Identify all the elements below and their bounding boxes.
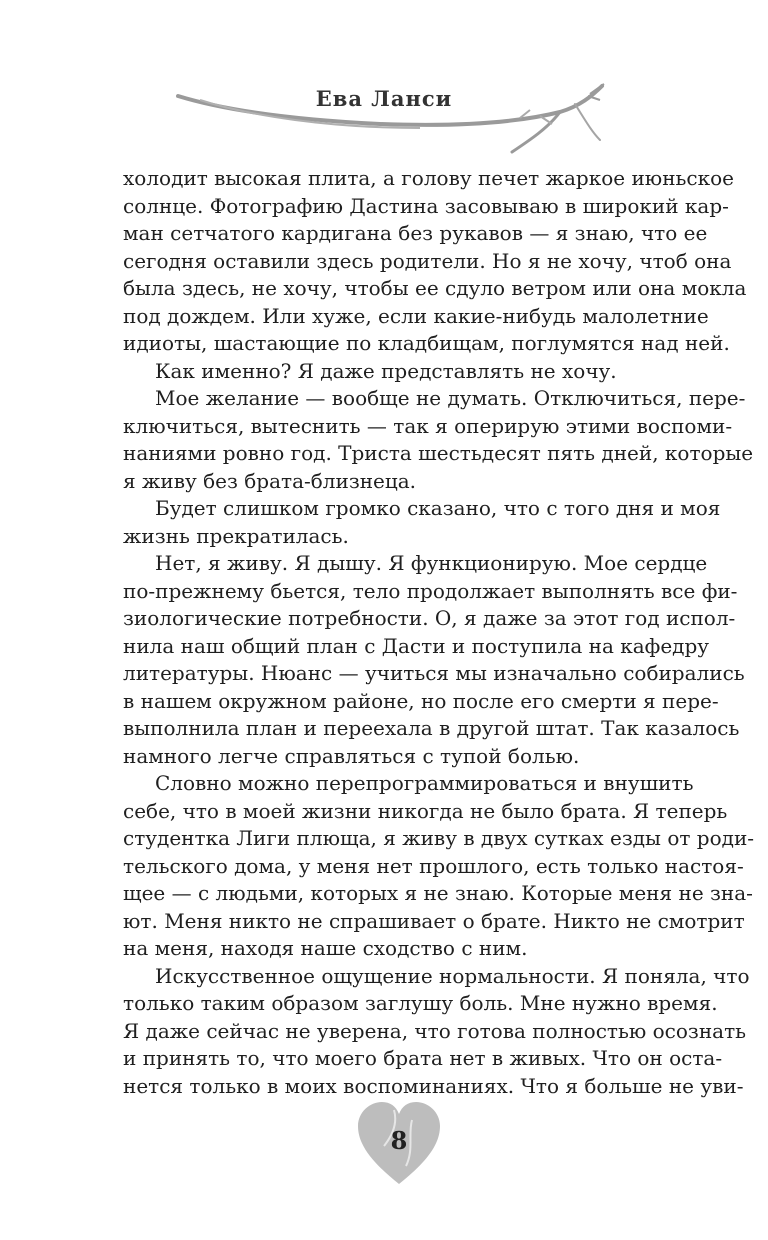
page-footer [354, 1100, 444, 1188]
text-line: студентка Лиги плюща, я живу в двух сутках езды от роди- [123, 826, 755, 850]
text-line: себе, что в моей жизни никогда не было брата. Я теперь [123, 798, 728, 823]
text-line: выполнила план и переехала в другой штат. Так казалось [123, 716, 740, 740]
text-line: холодит высокая плита, а голову печет жаркое июньское [123, 166, 734, 190]
text-line: сегодня оставили здесь родители. Но я не хочу, чтоб она [123, 248, 732, 273]
author-name: Ева Ланси [315, 86, 453, 111]
text-line: Словно можно перепрограммироваться и внушить [155, 771, 694, 795]
page-number: 8 [390, 1126, 408, 1155]
text-line: зиологические потребности. О, я даже за этот год испол- [123, 606, 736, 630]
text-line: по-прежнему бьется, тело продолжает выполнять все фи- [123, 578, 738, 603]
text-line: тельского дома, у меня нет прошлого, есть только настоя- [123, 853, 744, 878]
text-line: Как именно? Я даже представлять не хочу. [155, 358, 617, 383]
text-line: ют. Меня никто не спрашивает о брате. Никто не смотрит [123, 908, 745, 933]
text-line: нила наш общий план с Дасти и поступила на кафедру [123, 633, 710, 658]
text-line: жизнь прекратилась. [123, 523, 349, 548]
text-line: наниями ровно год. Триста шестьдесят пять дней, которые [123, 441, 754, 465]
text-line: щее — с людьми, которых я не знаю. Которые меня не зна- [123, 881, 753, 905]
text-line: и принять то, что моего брата нет в живых. Что он оста- [123, 1046, 723, 1070]
text-line: только таким образом заглушу боль. Мне нужно время. [123, 991, 718, 1015]
text-line: Искусственное ощущение нормальности. Я поняла, что [155, 963, 750, 988]
text-line: намного легче справляться с тупой болью. [123, 743, 580, 768]
text-line: ман сетчатого кардигана без рукавов — я знаю, что ее [123, 221, 708, 245]
text-line: Нет, я живу. Я дышу. Я функционирую. Мое сердце [155, 551, 708, 575]
text-line: Будет слишком громко сказано, что с того дня и моя [155, 496, 721, 520]
text-line: была здесь, не хочу, чтобы ее сдуло ветром или она мокла [123, 276, 747, 300]
text-line: под дождем. Или хуже, если какие-нибудь малолетние [123, 303, 709, 328]
branch-ornament [0, 0, 768, 160]
text-line: на меня, находя наше сходство с ним. [123, 936, 528, 960]
text-line: Я даже сейчас не уверена, что готова полностью осознать [123, 1018, 747, 1043]
text-line: в нашем окружном районе, но после его смерти я пере- [123, 688, 719, 713]
text-line: я живу без брата-близнеца. [123, 468, 417, 493]
text-line: литературы. Нюанс — учиться мы изначально собирались [123, 661, 745, 685]
body-text [123, 165, 755, 1100]
text-line: нется только в моих воспоминаниях. Что я больше не уви- [123, 1073, 744, 1098]
text-line: ключиться, вытеснить — так я оперирую этими воспоми- [123, 413, 733, 438]
text-line: идиоты, шастающие по кладбищам, поглумятся над ней. [123, 331, 730, 355]
text-line: солнце. Фотографию Дастина засовываю в широкий кар- [123, 193, 729, 218]
text-line: Мое желание — вообще не думать. Отключиться, пере- [155, 386, 746, 410]
page-header [0, 0, 768, 160]
